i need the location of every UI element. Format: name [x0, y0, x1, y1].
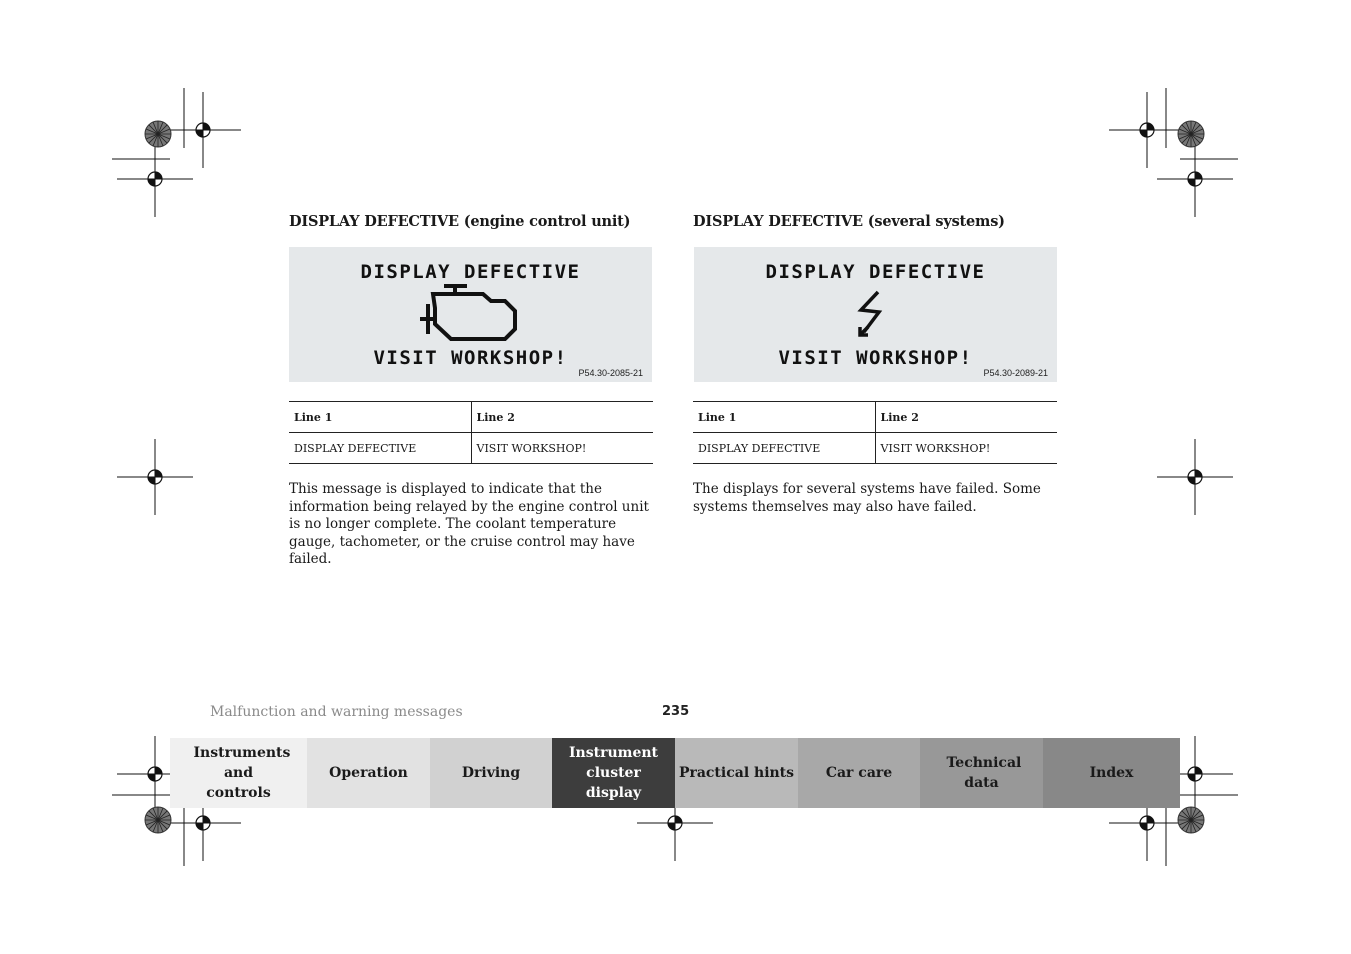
- tab-driving[interactable]: Driving: [430, 738, 552, 808]
- table-header: Line 1: [693, 402, 875, 433]
- display-line-2: VISIT WORKSHOP!: [373, 347, 568, 369]
- message-table: [289, 401, 653, 464]
- section-title-engine-control-unit: DISPLAY DEFECTIVE (engine control unit): [289, 213, 631, 230]
- footer-section-title: Malfunction and warning messages: [210, 704, 463, 720]
- figure-code: P54.30-2089-21: [983, 368, 1048, 378]
- lightning-icon: [855, 290, 889, 338]
- display-line-1: DISPLAY DEFECTIVE: [360, 261, 581, 283]
- message-table: [693, 401, 1057, 464]
- table-header: Line 2: [875, 402, 1057, 433]
- display-line-2: VISIT WORKSHOP!: [778, 347, 973, 369]
- section-title-several-systems: DISPLAY DEFECTIVE (several systems): [693, 213, 1005, 230]
- table-header-row: [289, 402, 653, 433]
- chapter-tabs: [170, 738, 1180, 808]
- table-header: Line 1: [289, 402, 471, 433]
- tab-instrument-cluster-display[interactable]: Instrument cluster display: [552, 738, 675, 808]
- tab-operation[interactable]: Operation: [307, 738, 430, 808]
- description-text: This message is displayed to indicate that the information being relayed by the engine control unit is no longer complete. The coolant temperature gauge, tachometer, or the cruise control may have failed.: [289, 481, 649, 567]
- table-cell: DISPLAY DEFECTIVE: [289, 433, 471, 464]
- tab-technical-data[interactable]: Technical data: [920, 738, 1043, 808]
- table-row: [693, 433, 1057, 464]
- figure-code: P54.30-2085-21: [578, 368, 643, 378]
- description-text: The displays for several systems have failed. Some systems themselves may also have failed.: [693, 481, 1041, 515]
- tab-practical-hints[interactable]: Practical hints: [675, 738, 798, 808]
- table-cell: VISIT WORKSHOP!: [875, 433, 1057, 464]
- tab-instruments-and-controls[interactable]: Instruments and controls: [170, 738, 307, 808]
- table-row: [289, 433, 653, 464]
- engine-icon: [417, 282, 525, 344]
- tab-car-care[interactable]: Car care: [798, 738, 920, 808]
- table-cell: DISPLAY DEFECTIVE: [693, 433, 875, 464]
- instrument-display-engine: [289, 247, 652, 382]
- table-cell: VISIT WORKSHOP!: [471, 433, 653, 464]
- table-header-row: [693, 402, 1057, 433]
- instrument-display-systems: [694, 247, 1057, 382]
- tab-index[interactable]: Index: [1043, 738, 1180, 808]
- table-header: Line 2: [471, 402, 653, 433]
- display-line-1: DISPLAY DEFECTIVE: [765, 261, 986, 283]
- page-number: 235: [662, 704, 690, 719]
